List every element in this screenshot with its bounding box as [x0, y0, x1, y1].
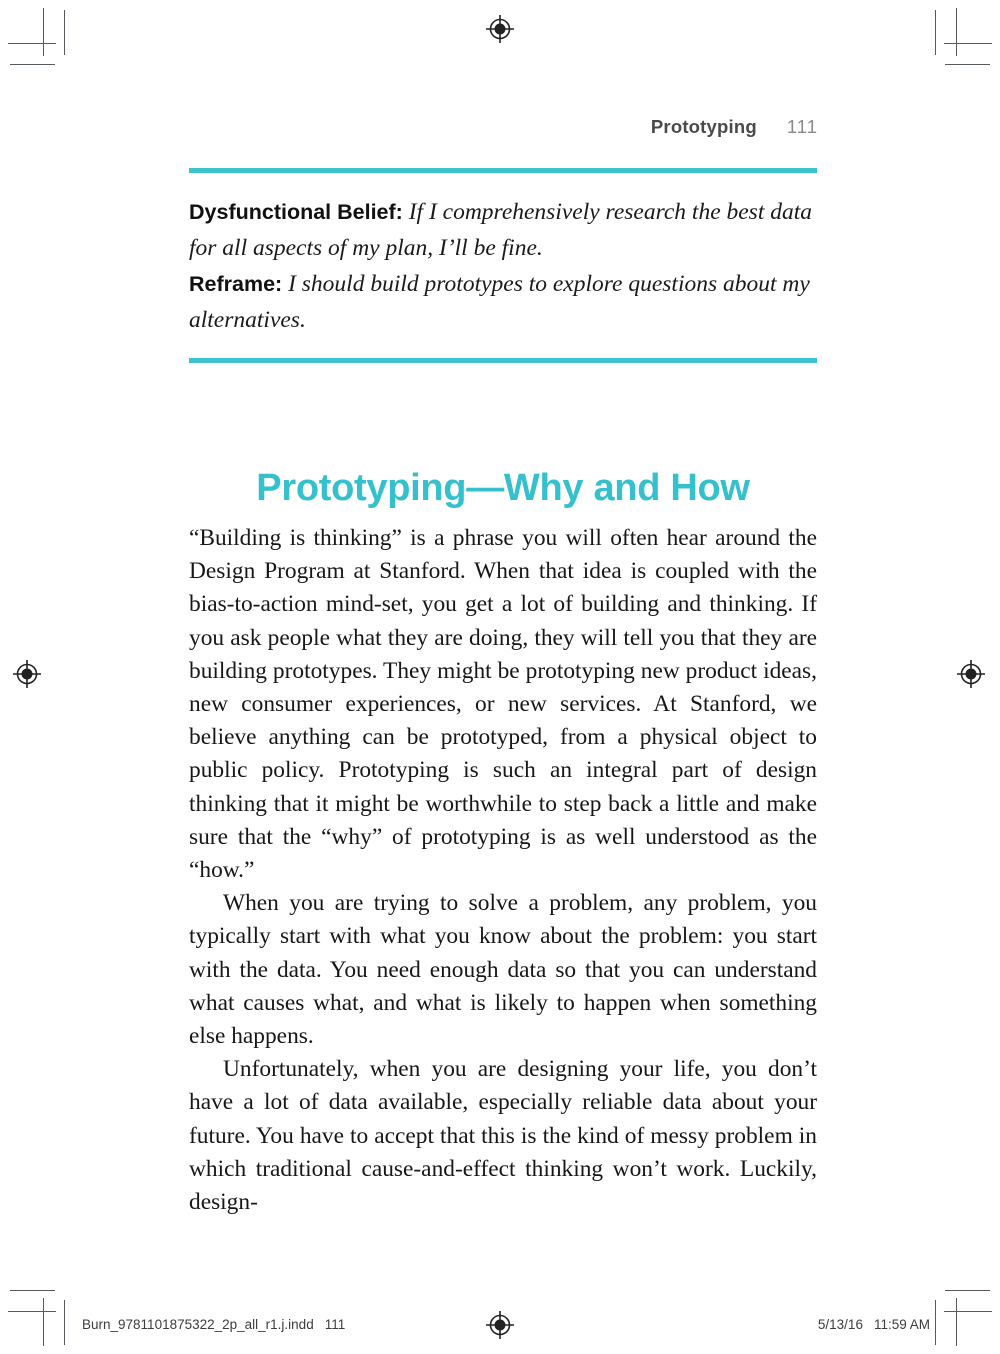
- footer-time: 11:59 AM: [873, 1317, 930, 1332]
- crop-mark-icon: [10, 1290, 55, 1291]
- crop-mark-icon: [8, 1311, 56, 1312]
- crop-mark-icon: [945, 1290, 990, 1291]
- callout-body: [189, 194, 817, 338]
- footer-file-slug: [82, 1317, 345, 1332]
- paragraph: When you are trying to solve a problem, any problem, you typically start with what you know about the problem: you start with the data. You need enough data so that you can understand what causes what, and what is likely to happen when something else happens.: [189, 890, 817, 1050]
- registration-target-icon: [485, 14, 515, 44]
- crop-mark-icon: [64, 1300, 65, 1345]
- callout-belief-text: If I comprehensively research the best data for all aspects of my plan, I’ll be fine.: [189, 199, 813, 261]
- callout-top-rule: [189, 168, 817, 173]
- crop-mark-icon: [43, 1298, 44, 1346]
- callout-belief-label: Dysfunctional Belief:: [189, 200, 403, 224]
- footer-date: 5/13/16: [817, 1317, 863, 1332]
- crop-mark-icon: [935, 1300, 936, 1345]
- crop-mark-icon: [956, 1298, 957, 1346]
- callout-reframe-text: I should build prototypes to explore questions about my alternatives.: [189, 271, 810, 333]
- page-number: 111: [786, 116, 818, 137]
- crop-mark-icon: [945, 64, 990, 65]
- reframe-callout: [189, 168, 817, 363]
- footer-timestamp: [818, 1317, 930, 1332]
- callout-reframe-label: Reframe:: [189, 272, 283, 296]
- crop-mark-icon: [956, 8, 957, 56]
- footer-file-page: 111: [324, 1317, 346, 1332]
- section-heading: Prototyping—Why and How: [256, 467, 750, 510]
- callout-belief-line: [189, 194, 817, 266]
- crop-mark-icon: [944, 1311, 992, 1312]
- crop-mark-icon: [935, 10, 936, 55]
- paragraph: “Building is thinking” is a phrase you will often hear around the Design Program at Stanford. When that idea is coupled with the bias-to-action mind-set, you get a lot of building and thinking. If you ask people what they are doing, they will tell you that they are building prototypes. They might be prototyping new product ideas, new consumer experiences, or new services. At Stanford, we believe anything can be prototyped, from a physical object to public policy. Prototyping is such an integral part of design thinking that it might be worthwhile to step back a little and make sure that the “why” of prototyping is as well understood as the “how.”: [189, 525, 817, 884]
- running-head-title: Prototyping: [650, 116, 757, 137]
- running-head: [188, 116, 818, 138]
- callout-bottom-rule: [189, 358, 817, 363]
- crop-mark-icon: [944, 43, 992, 44]
- callout-reframe-line: [189, 266, 817, 338]
- crop-mark-icon: [43, 8, 44, 56]
- paragraph: Unfortunately, when you are designing your life, you don’t have a lot of data available, especially reliable data about your future. You have to accept that this is the kind of messy problem in which traditional cause-and-effect thinking won’t work. Luckily, design-: [189, 1056, 817, 1216]
- body-copy: [189, 522, 817, 1219]
- registration-target-icon: [956, 659, 986, 689]
- crop-mark-icon: [10, 64, 55, 65]
- crop-mark-icon: [64, 10, 65, 55]
- registration-target-icon: [485, 1310, 515, 1340]
- footer-file-name: Burn_9781101875322_2p_all_r1.j.indd: [82, 1317, 314, 1332]
- crop-mark-icon: [8, 43, 56, 44]
- registration-target-icon: [12, 659, 42, 689]
